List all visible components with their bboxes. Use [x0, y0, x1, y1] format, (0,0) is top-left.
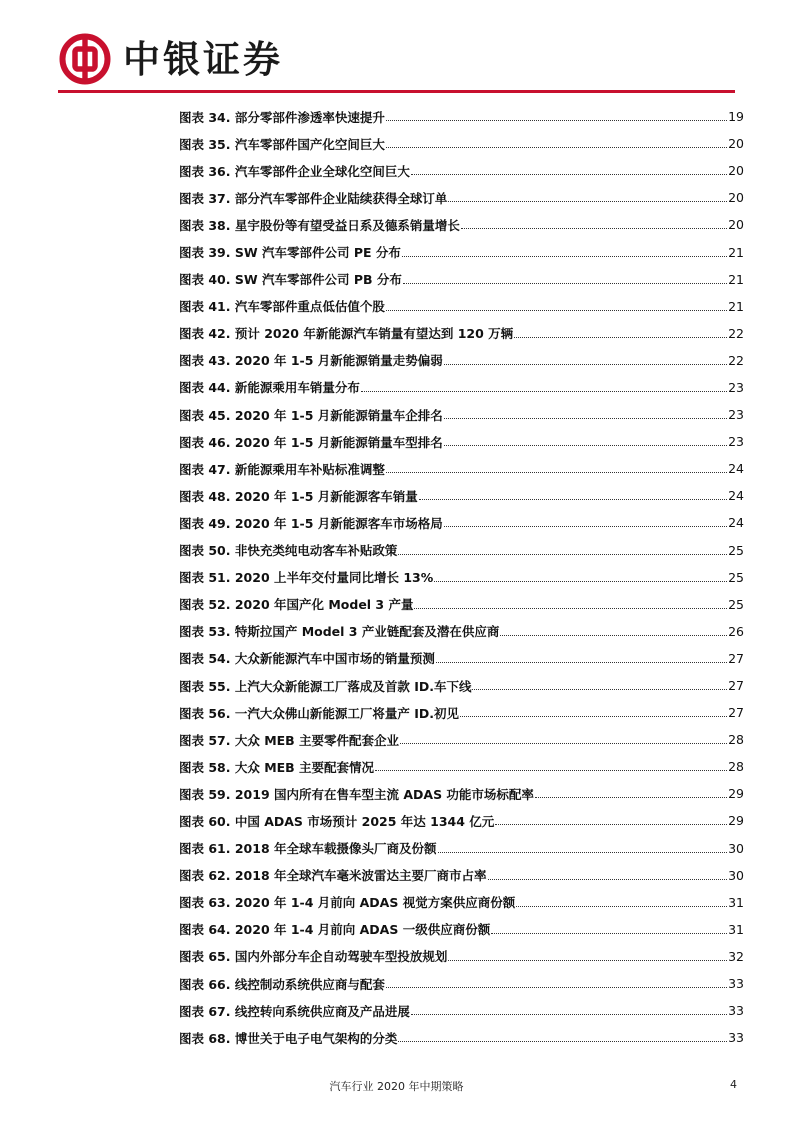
toc-entry[interactable]: [179, 374, 744, 401]
toc-entry[interactable]: [179, 753, 744, 780]
toc-dot-leader: [419, 499, 727, 500]
toc-entry-title[interactable]: 图表 57. 大众 MEB 主要零件配套企业: [179, 732, 400, 748]
toc-dot-leader: [500, 635, 727, 636]
toc-entry[interactable]: [179, 916, 744, 943]
toc-entry-title[interactable]: 图表 58. 大众 MEB 主要配套情况: [179, 759, 375, 775]
toc-entry[interactable]: [179, 320, 744, 347]
toc-dot-leader: [403, 283, 727, 284]
toc-entry-title[interactable]: 图表 67. 线控转向系统供应商及产品进展: [179, 1003, 410, 1019]
toc-entry-page[interactable]: 33: [728, 1030, 744, 1046]
toc-entry-page[interactable]: 20: [728, 163, 744, 179]
toc-entry[interactable]: [179, 970, 744, 997]
toc-entry-title[interactable]: 图表 39. SW 汽车零部件公司 PE 分布: [179, 245, 401, 261]
toc-dot-leader: [491, 933, 727, 934]
toc-entry-page[interactable]: 23: [728, 434, 744, 450]
toc-entry[interactable]: [179, 780, 744, 807]
toc-dot-leader: [361, 391, 727, 392]
toc-entry-title[interactable]: 图表 42. 预计 2020 年新能源汽车销量有望达到 120 万辆: [179, 326, 514, 342]
toc-entry-title[interactable]: 图表 68. 博世关于电子电气架构的分类: [179, 1030, 398, 1046]
toc-entry-page[interactable]: 22: [728, 352, 744, 368]
toc-entry-title[interactable]: 图表 41. 汽车零部件重点低估值个股: [179, 299, 385, 315]
toc-entry-title[interactable]: 图表 34. 部分零部件渗透率快速提升: [179, 109, 385, 125]
toc-entry-title[interactable]: 图表 60. 中国 ADAS 市场预计 2025 年达 1344 亿元: [179, 813, 495, 829]
toc-entry[interactable]: [179, 943, 744, 970]
toc-entry-title[interactable]: 图表 56. 一汽大众佛山新能源工厂将量产 ID.初见: [179, 705, 459, 721]
toc-entry[interactable]: [179, 293, 744, 320]
toc-entry-title[interactable]: 图表 37. 部分汽车零部件企业陆续获得全球订单: [179, 190, 448, 206]
toc-dot-leader: [398, 554, 727, 555]
toc-entry[interactable]: [179, 455, 744, 482]
toc-dot-leader: [375, 770, 727, 771]
toc-entry-title[interactable]: 图表 52. 2020 年国产化 Model 3 产量: [179, 597, 414, 613]
toc-entry[interactable]: [179, 130, 744, 157]
toc-entry[interactable]: [179, 862, 744, 889]
toc-entry[interactable]: [179, 184, 744, 211]
toc-entry-title[interactable]: 图表 47. 新能源乘用车补贴标准调整: [179, 461, 385, 477]
toc-dot-leader: [411, 1014, 727, 1015]
toc-entry-page[interactable]: 25: [728, 542, 744, 558]
toc-entry-title[interactable]: 图表 54. 大众新能源汽车中国市场的销量预测: [179, 651, 435, 667]
toc-entry-title[interactable]: 图表 64. 2020 年 1-4 月前向 ADAS 一级供应商份额: [179, 922, 491, 938]
toc-dot-leader: [444, 445, 727, 446]
toc-dot-leader: [535, 797, 727, 798]
toc-entry-page[interactable]: 33: [728, 1003, 744, 1019]
toc-entry-page[interactable]: 28: [728, 759, 744, 775]
toc-entry-page[interactable]: 19: [728, 109, 744, 125]
toc-dot-leader: [402, 256, 727, 257]
toc-dot-leader: [461, 228, 727, 229]
toc-dot-leader: [516, 906, 727, 907]
toc-entry-page[interactable]: 20: [728, 217, 744, 233]
toc-entry-page[interactable]: 20: [728, 190, 744, 206]
footer-page-number: 4: [730, 1078, 737, 1091]
toc-entry[interactable]: [179, 807, 744, 834]
page-header: [59, 33, 283, 85]
footer-report-title: 汽车行业 2020 年中期策略: [329, 1080, 464, 1093]
toc-entry[interactable]: [179, 672, 744, 699]
toc-dot-leader: [386, 147, 727, 148]
toc-entry[interactable]: [179, 645, 744, 672]
toc-entry[interactable]: [179, 537, 744, 564]
toc-entry[interactable]: [179, 699, 744, 726]
toc-entry-title[interactable]: 图表 44. 新能源乘用车销量分布: [179, 380, 360, 396]
toc-entry-page[interactable]: 26: [728, 623, 744, 639]
header-rule: [58, 90, 735, 93]
toc-dot-leader: [444, 418, 727, 419]
toc-dot-leader: [448, 960, 727, 961]
toc-entry-title[interactable]: 图表 55. 上汽大众新能源工厂落成及首款 ID.车下线: [179, 678, 472, 694]
toc-dot-leader: [472, 689, 727, 690]
toc-entry-title[interactable]: 图表 38. 星宇股份等有望受益日系及德系销量增长: [179, 217, 460, 233]
toc-entry-title[interactable]: 图表 40. SW 汽车零部件公司 PB 分布: [179, 272, 402, 288]
toc-dot-leader: [434, 581, 727, 582]
toc-entry-title[interactable]: 图表 63. 2020 年 1-4 月前向 ADAS 视觉方案供应商份额: [179, 895, 516, 911]
toc-dot-leader: [438, 852, 728, 853]
toc-entry-title[interactable]: 图表 53. 特斯拉国产 Model 3 产业链配套及潜在供应商: [179, 624, 500, 640]
toc-entry[interactable]: [179, 103, 744, 130]
toc-dot-leader: [436, 662, 727, 663]
toc-entry-page[interactable]: 23: [728, 379, 744, 395]
toc-entry-page[interactable]: 24: [728, 488, 744, 504]
toc-entry[interactable]: [179, 401, 744, 428]
table-of-figures: [179, 103, 744, 1051]
toc-entry-page[interactable]: 30: [728, 867, 744, 883]
toc-dot-leader: [448, 201, 727, 202]
toc-entry-page[interactable]: 27: [728, 705, 744, 721]
toc-entry[interactable]: [179, 238, 744, 265]
toc-entry-page[interactable]: 23: [728, 407, 744, 423]
toc-entry-page[interactable]: 24: [728, 461, 744, 477]
toc-entry-page[interactable]: 27: [728, 678, 744, 694]
toc-dot-leader: [386, 987, 727, 988]
toc-entry-page[interactable]: 29: [728, 786, 744, 802]
toc-entry-title[interactable]: 图表 59. 2019 国内所有在售车型主流 ADAS 功能市场标配率: [179, 786, 534, 802]
toc-entry-title[interactable]: 图表 43. 2020 年 1-5 月新能源销量走势偏弱: [179, 353, 443, 369]
toc-entry[interactable]: [179, 1024, 744, 1051]
toc-entry[interactable]: [179, 428, 744, 455]
toc-entry-title[interactable]: 图表 45. 2020 年 1-5 月新能源销量车企排名: [179, 407, 443, 423]
toc-entry-page[interactable]: 31: [728, 894, 744, 910]
toc-entry-page[interactable]: 29: [728, 813, 744, 829]
toc-entry-page[interactable]: 28: [728, 732, 744, 748]
toc-dot-leader: [386, 120, 727, 121]
toc-entry-title[interactable]: 图表 62. 2018 年全球汽车毫米波雷达主要厂商市占率: [179, 868, 487, 884]
toc-dot-leader: [400, 743, 727, 744]
toc-entry[interactable]: [179, 618, 744, 645]
toc-dot-leader: [444, 526, 727, 527]
toc-entry-title[interactable]: 图表 48. 2020 年 1-5 月新能源客车销量: [179, 488, 418, 504]
toc-entry-title[interactable]: 图表 66. 线控制动系统供应商与配套: [179, 976, 385, 992]
toc-entry[interactable]: [179, 564, 744, 591]
toc-entry[interactable]: [179, 591, 744, 618]
toc-entry-page[interactable]: 27: [728, 650, 744, 666]
toc-dot-leader: [444, 364, 727, 365]
toc-entry-title[interactable]: 图表 65. 国内外部分车企自动驾驶车型投放规划: [179, 949, 448, 965]
toc-entry-page[interactable]: 30: [728, 840, 744, 856]
toc-entry[interactable]: [179, 509, 744, 536]
toc-entry-page[interactable]: 21: [728, 271, 744, 287]
toc-dot-leader: [514, 337, 727, 338]
brand-name: 中银证券: [123, 36, 283, 81]
toc-entry-title[interactable]: 图表 49. 2020 年 1-5 月新能源客车市场格局: [179, 515, 443, 531]
toc-entry[interactable]: [179, 482, 744, 509]
toc-entry-page[interactable]: 33: [728, 976, 744, 992]
toc-dot-leader: [460, 716, 727, 717]
toc-entry-title[interactable]: 图表 36. 汽车零部件企业全球化空间巨大: [179, 163, 410, 179]
toc-entry-page[interactable]: 21: [728, 244, 744, 260]
toc-entry[interactable]: [179, 726, 744, 753]
toc-entry-title[interactable]: 图表 51. 2020 上半年交付量同比增长 13%: [179, 570, 434, 586]
toc-entry-title[interactable]: 图表 35. 汽车零部件国产化空间巨大: [179, 136, 385, 152]
toc-entry-page[interactable]: 22: [728, 325, 744, 341]
toc-dot-leader: [411, 174, 727, 175]
toc-dot-leader: [386, 472, 727, 473]
toc-entry[interactable]: [179, 266, 744, 293]
toc-entry-page[interactable]: 20: [728, 136, 744, 152]
toc-entry-title[interactable]: 图表 61. 2018 年全球车载摄像头厂商及份额: [179, 841, 437, 857]
toc-dot-leader: [495, 824, 727, 825]
toc-entry[interactable]: [179, 835, 744, 862]
toc-entry[interactable]: [179, 157, 744, 184]
toc-entry[interactable]: [179, 211, 744, 238]
toc-entry-page[interactable]: 32: [728, 948, 744, 964]
toc-entry-page[interactable]: 25: [728, 596, 744, 612]
toc-entry-title[interactable]: 图表 46. 2020 年 1-5 月新能源销量车型排名: [179, 434, 443, 450]
toc-entry-page[interactable]: 25: [728, 569, 744, 585]
toc-entry-title[interactable]: 图表 50. 非快充类纯电动客车补贴政策: [179, 543, 398, 559]
toc-dot-leader: [398, 1041, 727, 1042]
toc-entry[interactable]: [179, 889, 744, 916]
toc-entry[interactable]: [179, 347, 744, 374]
bank-of-china-logo-icon: [59, 33, 111, 85]
toc-dot-leader: [414, 608, 727, 609]
toc-dot-leader: [386, 310, 727, 311]
toc-entry-page[interactable]: 31: [728, 921, 744, 937]
toc-dot-leader: [488, 879, 728, 880]
toc-entry-page[interactable]: 24: [728, 515, 744, 531]
toc-entry-page[interactable]: 21: [728, 298, 744, 314]
toc-entry[interactable]: [179, 997, 744, 1024]
